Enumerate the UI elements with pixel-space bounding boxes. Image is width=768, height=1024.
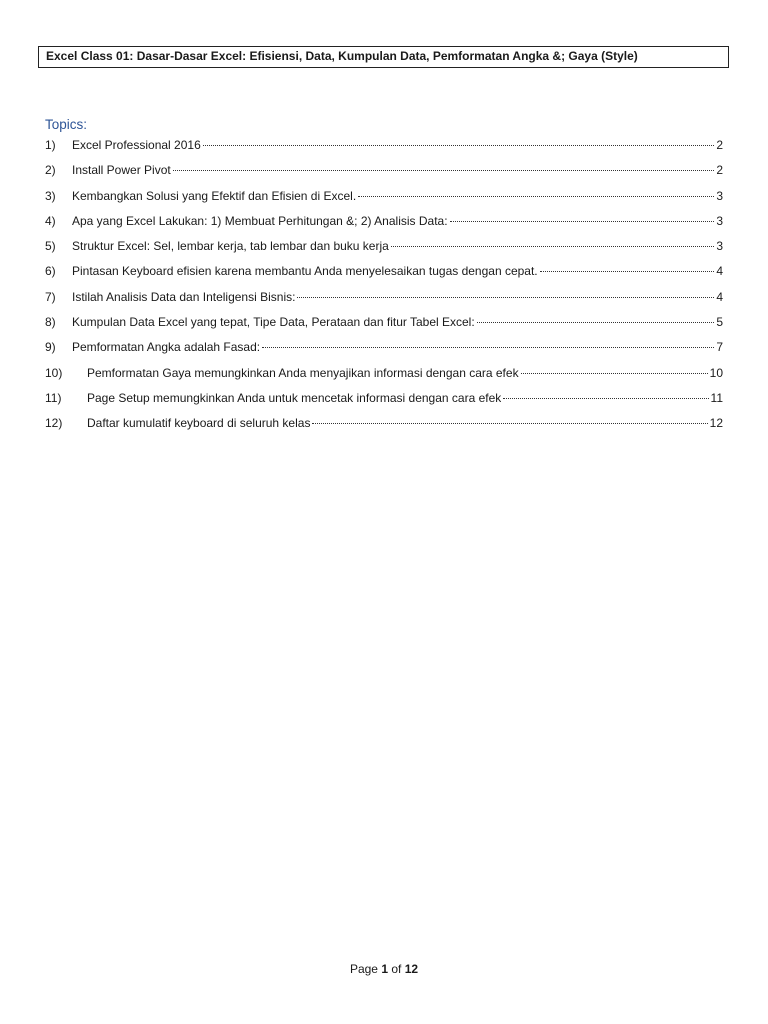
toc-entry-page: 2 <box>716 163 723 178</box>
toc-entry[interactable] <box>45 391 723 416</box>
toc-entry-title: Kumpulan Data Excel yang tepat, Tipe Data, Perataan dan fitur Tabel Excel: <box>72 315 475 330</box>
toc-entry-number: 2) <box>45 163 56 178</box>
page-footer <box>0 962 768 976</box>
toc-entry-number: 10) <box>45 365 63 380</box>
toc-entry-page: 7 <box>716 340 723 355</box>
toc-entry-number: 5) <box>45 239 56 254</box>
toc-entry-number: 9) <box>45 340 56 355</box>
toc-entry-title: Istilah Analisis Data dan Inteligensi Bisnis: <box>72 289 296 304</box>
toc-entry[interactable] <box>45 315 723 340</box>
toc-entry[interactable] <box>45 214 723 239</box>
toc-dot-leader <box>477 322 715 323</box>
toc-dot-leader <box>173 170 715 171</box>
toc-entry-page: 10 <box>709 365 723 380</box>
toc-entry-title: Daftar kumulatif keyboard di seluruh kelas <box>87 416 311 431</box>
toc-entry[interactable] <box>45 290 723 315</box>
toc-entry[interactable] <box>45 239 723 264</box>
toc-dot-leader <box>297 297 714 298</box>
toc-entry-title: Apa yang Excel Lakukan: 1) Membuat Perhitungan &; 2) Analisis Data: <box>72 213 448 228</box>
toc-entry-title: Struktur Excel: Sel, lembar kerja, tab lembar dan buku kerja <box>72 239 389 254</box>
document-title: Excel Class 01: Dasar-Dasar Excel: Efisiensi, Data, Kumpulan Data, Pemformatan Angka &; Gaya (Style) <box>46 49 638 63</box>
toc-entry[interactable] <box>45 138 723 163</box>
toc-entry-title: Pintasan Keyboard efisien karena membantu Anda menyelesaikan tugas dengan cepat. <box>72 264 538 279</box>
toc-entry[interactable] <box>45 264 723 289</box>
toc-dot-leader <box>262 347 714 348</box>
toc-entry-title: Install Power Pivot <box>72 163 171 178</box>
toc-entry[interactable] <box>45 189 723 214</box>
footer-of-label: of <box>391 962 402 976</box>
toc-entry-page: 3 <box>716 239 723 254</box>
toc-entry-page: 11 <box>710 390 723 405</box>
footer-total-pages: 12 <box>404 962 419 976</box>
toc-entry-title: Pemformatan Gaya memungkinkan Anda menyajikan informasi dengan cara efek <box>87 365 519 380</box>
toc-entry-number: 4) <box>45 213 56 228</box>
toc-entry-number: 11) <box>45 390 62 405</box>
table-of-contents <box>45 138 723 442</box>
toc-entry-number: 3) <box>45 188 56 203</box>
toc-entry-number: 8) <box>45 315 56 330</box>
topics-heading: Topics: <box>45 117 88 132</box>
toc-entry-title: Pemformatan Angka adalah Fasad: <box>72 340 261 355</box>
document-title-box <box>38 46 729 68</box>
toc-dot-leader <box>391 246 715 247</box>
toc-entry-page: 2 <box>716 138 723 152</box>
toc-entry-page: 4 <box>716 264 723 279</box>
toc-entry-page: 5 <box>716 315 723 330</box>
toc-entry[interactable] <box>45 416 723 441</box>
toc-entry-page: 12 <box>709 416 723 431</box>
toc-entry-number: 12) <box>45 416 63 431</box>
toc-entry-title: Kembangkan Solusi yang Efektif dan Efisien di Excel. <box>72 188 357 203</box>
toc-dot-leader <box>521 373 708 374</box>
toc-entry-number: 1) <box>45 138 56 152</box>
toc-dot-leader <box>312 423 707 424</box>
toc-dot-leader <box>358 196 714 197</box>
toc-dot-leader <box>503 398 708 399</box>
footer-page-label: Page <box>349 962 378 976</box>
toc-dot-leader <box>203 145 715 146</box>
toc-entry[interactable] <box>45 366 723 391</box>
footer-current-page: 1 <box>381 962 388 976</box>
toc-entry-page: 3 <box>716 213 723 228</box>
toc-entry-page: 3 <box>716 188 723 203</box>
toc-dot-leader <box>540 271 715 272</box>
toc-entry-number: 6) <box>45 264 56 279</box>
toc-entry[interactable] <box>45 163 723 188</box>
toc-entry[interactable] <box>45 340 723 365</box>
toc-dot-leader <box>450 221 715 222</box>
toc-entry-title: Excel Professional 2016 <box>72 138 201 152</box>
toc-entry-title: Page Setup memungkinkan Anda untuk mencetak informasi dengan cara efek <box>87 390 502 405</box>
toc-entry-number: 7) <box>45 289 56 304</box>
toc-entry-page: 4 <box>716 289 723 304</box>
